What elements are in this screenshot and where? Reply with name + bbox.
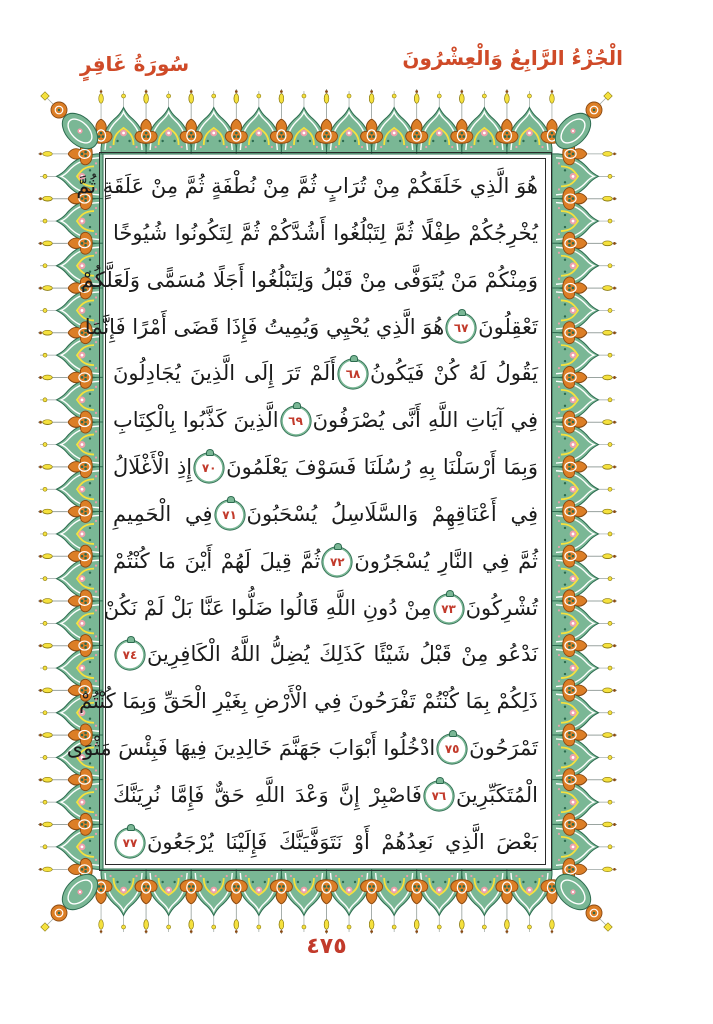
ayah-number-medallion: ٦٩ (284, 409, 308, 433)
quran-line-2 (113, 210, 538, 257)
quran-text-segment: وَمِنْكُمْ مَنْ يُتَوَفَّى مِنْ قَبْلُ وَلِتَبْلُغُوا أَجَلًا مُسَمًّى وَلَعَلَّكُمْ (80, 267, 538, 292)
quran-text-segment: تُشْرِكُونَ (465, 595, 538, 620)
quran-text-segment: فِي الْحَمِيمِ (113, 501, 213, 526)
quran-text-segment: فِي أَعْنَاقِهِمْ وَالسَّلَاسِلُ يُسْحَبُونَ (246, 501, 538, 526)
quran-text-segment: إِذِ الْأَغْلَالُ (113, 455, 193, 480)
ayah-number-medallion: ٧٣ (437, 597, 461, 621)
quran-line-4 (84, 304, 538, 351)
surah-header: سُورَةُ غَافِرٍ (80, 52, 190, 76)
quran-line-8 (113, 491, 538, 538)
quran-text-segment: الَّذِينَ كَذَّبُوا بِالْكِتَابِ (113, 408, 279, 433)
ayah-number-medallion: ٧٢ (325, 550, 349, 574)
quran-text-block (66, 163, 539, 866)
quran-line-10 (103, 585, 538, 632)
quran-line-11 (113, 631, 538, 678)
quran-text-segment: ثُمَّ قِيلَ لَهُمْ أَيْنَ مَا كُنْتُمْ (113, 548, 321, 573)
quran-text-segment: نَدْعُو مِنْ قَبْلُ شَيْئًا كَذَلِكَ يُضِلُّ اللَّهُ الْكَافِرِينَ (147, 642, 538, 667)
quran-text-segment: ثُمَّ فِي النَّارِ يُسْجَرُونَ (354, 548, 538, 573)
ayah-number-medallion: ٧٤ (118, 643, 142, 667)
quran-text-segment: مِنْ دُونِ اللَّهِ قَالُوا ضَلُّوا عَنَّا بَلْ لَمْ نَكُنْ (103, 595, 432, 620)
quran-text-segment: بَعْضَ الَّذِي نَعِدُهُمْ أَوْ نَتَوَفَّيَنَّكَ فَإِلَيْنَا يُرْجَعُونَ (147, 829, 538, 854)
ayah-number-medallion: ٧٥ (440, 737, 464, 761)
ayah-number-medallion: ٧٠ (197, 456, 221, 480)
quran-text-segment: هُوَ الَّذِي خَلَقَكُمْ مِنْ تُرَابٍ ثُمَّ مِنْ نُطْفَةٍ ثُمَّ مِنْ عَلَقَةٍ ثُمَّ (76, 174, 538, 198)
quran-text-segment: ذَلِكُمْ بِمَا كُنْتُمْ تَفْرَحُونَ فِي الْأَرْضِ بِغَيْرِ الْحَقِّ وَبِمَا كُنْتُمْ (79, 689, 538, 714)
quran-text-segment: فِي آيَاتِ اللَّهِ أَنَّى يُصْرَفُونَ (312, 408, 538, 433)
quran-text-segment: يَقُولُ لَهُ كُنْ فَيَكُونُ (370, 361, 539, 386)
quran-text-segment: فَاصْبِرْ إِنَّ وَعْدَ اللَّهِ حَقٌّ فَإِمَّا نُرِيَنَّكَ (113, 782, 422, 807)
ayah-number-medallion: ٧٧ (118, 831, 142, 855)
ayah-number-medallion: ٦٧ (449, 316, 473, 340)
quran-text-segment: تَعْقِلُونَ (478, 314, 538, 339)
quran-line-7 (113, 444, 538, 491)
quran-line-1 (76, 163, 538, 210)
quran-line-12 (79, 678, 538, 725)
quran-line-14 (113, 772, 538, 819)
quran-text-segment: وَبِمَا أَرْسَلْنَا بِهِ رُسُلَنَا فَسَوْفَ يَعْلَمُونَ (226, 455, 538, 480)
ayah-number-medallion: ٦٨ (341, 362, 365, 386)
ayah-number-medallion: ٧٦ (427, 784, 451, 808)
quran-line-3 (80, 257, 538, 304)
quran-line-15 (113, 819, 538, 866)
quran-line-13 (66, 725, 538, 772)
quran-line-6 (113, 397, 538, 444)
quran-line-9 (113, 538, 538, 585)
quran-text-segment: الْمُتَكَبِّرِينَ (455, 782, 538, 807)
quran-text-segment: هُوَ الَّذِي يُحْيِي وَيُمِيتُ فَإِذَا قَضَى أَمْرًا فَإِنَّمَا (84, 314, 445, 339)
ayah-number-medallion: ٧١ (218, 503, 242, 527)
quran-text-segment: أَلَمْ تَرَ إِلَى الَّذِينَ يُجَادِلُونَ (113, 361, 337, 386)
quran-line-5 (113, 350, 538, 397)
quran-text-segment: ادْخُلُوا أَبْوَابَ جَهَنَّمَ خَالِدِينَ فِيهَا فَبِئْسَ مَثْوَى (66, 736, 436, 761)
quran-text-segment: تَمْرَحُونَ (469, 736, 538, 761)
page-number: ٤٧٥ (306, 934, 347, 959)
juz-header: الْجُزْءُ الرَّابِعُ وَالْعِشْرُونَ (402, 46, 623, 70)
quran-text-segment: يُخْرِجُكُمْ طِفْلًا ثُمَّ لِتَبْلُغُوا أَشُدَّكُمْ ثُمَّ لِتَكُونُوا شُيُوخًا (113, 220, 538, 245)
